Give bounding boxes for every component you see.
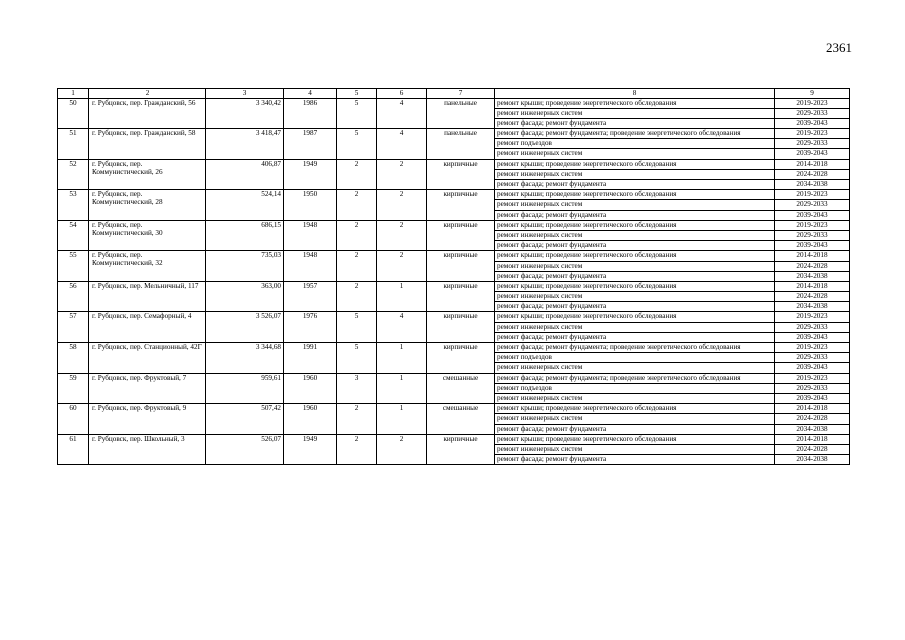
period-cell: 2039-2043	[775, 149, 850, 159]
header-cell: 4	[284, 89, 337, 99]
floors-cell: 2	[337, 190, 377, 221]
house-number-cell: 59	[58, 373, 89, 404]
work-type-cell: ремонт крыши; проведение энергетического обследования	[495, 312, 775, 322]
entrances-cell: 4	[377, 312, 427, 343]
header-cell: 2	[89, 89, 206, 99]
area-cell: 526,07	[206, 434, 284, 465]
entrances-cell: 4	[377, 98, 427, 129]
period-cell: 2024-2028	[775, 261, 850, 271]
year-cell: 1976	[284, 312, 337, 343]
period-cell: 2039-2043	[775, 118, 850, 128]
floors-cell: 2	[337, 404, 377, 435]
table-row	[58, 281, 850, 291]
period-cell: 2024-2028	[775, 444, 850, 454]
header-cell: 6	[377, 89, 427, 99]
year-cell: 1957	[284, 281, 337, 312]
period-cell: 2019-2023	[775, 220, 850, 230]
work-type-cell: ремонт крыши; проведение энергетического обследования	[495, 220, 775, 230]
table-body	[58, 98, 850, 465]
floors-cell: 2	[337, 434, 377, 465]
entrances-cell: 2	[377, 159, 427, 190]
wall-material-cell: кирпичные	[427, 312, 495, 343]
period-cell: 2034-2038	[775, 302, 850, 312]
area-cell: 3 526,07	[206, 312, 284, 343]
period-cell: 2034-2038	[775, 271, 850, 281]
area-cell: 735,03	[206, 251, 284, 282]
address-cell: г. Рубцовск, пер. Фруктовый, 9	[89, 404, 206, 435]
floors-cell: 2	[337, 159, 377, 190]
period-cell: 2039-2043	[775, 393, 850, 403]
entrances-cell: 2	[377, 220, 427, 251]
period-cell: 2019-2023	[775, 98, 850, 108]
header-row	[58, 89, 850, 99]
work-type-cell: ремонт крыши; проведение энергетического обследования	[495, 251, 775, 261]
period-cell: 2019-2023	[775, 343, 850, 353]
period-cell: 2034-2038	[775, 424, 850, 434]
period-cell: 2039-2043	[775, 241, 850, 251]
table-row	[58, 404, 850, 414]
period-cell: 2014-2018	[775, 281, 850, 291]
house-number-cell: 61	[58, 434, 89, 465]
year-cell: 1960	[284, 373, 337, 404]
entrances-cell: 2	[377, 434, 427, 465]
floors-cell: 5	[337, 312, 377, 343]
period-cell: 2019-2023	[775, 312, 850, 322]
area-cell: 3 340,42	[206, 98, 284, 129]
period-cell: 2039-2043	[775, 363, 850, 373]
period-cell: 2029-2033	[775, 353, 850, 363]
year-cell: 1949	[284, 434, 337, 465]
floors-cell: 5	[337, 129, 377, 160]
table-row	[58, 251, 850, 261]
floors-cell: 2	[337, 220, 377, 251]
address-cell: г. Рубцовск, пер. Гражданский, 58	[89, 129, 206, 160]
area-cell: 686,15	[206, 220, 284, 251]
area-cell: 363,00	[206, 281, 284, 312]
work-type-cell: ремонт подъездов	[495, 353, 775, 363]
year-cell: 1986	[284, 98, 337, 129]
header-cell: 7	[427, 89, 495, 99]
period-cell: 2029-2033	[775, 230, 850, 240]
house-number-cell: 51	[58, 129, 89, 160]
entrances-cell: 1	[377, 343, 427, 374]
floors-cell: 2	[337, 251, 377, 282]
work-type-cell: ремонт фасада; ремонт фундамента	[495, 271, 775, 281]
area-cell: 3 344,68	[206, 343, 284, 374]
house-number-cell: 60	[58, 404, 89, 435]
house-number-cell: 56	[58, 281, 89, 312]
work-type-cell: ремонт крыши; проведение энергетического обследования	[495, 190, 775, 200]
work-type-cell: ремонт инженерных систем	[495, 230, 775, 240]
period-cell: 2014-2018	[775, 251, 850, 261]
wall-material-cell: кирпичные	[427, 220, 495, 251]
entrances-cell: 4	[377, 129, 427, 160]
address-cell: г. Рубцовск, пер. Фруктовый, 7	[89, 373, 206, 404]
wall-material-cell: смешанные	[427, 404, 495, 435]
year-cell: 1987	[284, 129, 337, 160]
year-cell: 1948	[284, 220, 337, 251]
period-cell: 2034-2038	[775, 455, 850, 465]
address-cell: г. Рубцовск, пер. Гражданский, 56	[89, 98, 206, 129]
work-type-cell: ремонт инженерных систем	[495, 393, 775, 403]
header-cell: 9	[775, 89, 850, 99]
table-row	[58, 190, 850, 200]
address-cell: г. Рубцовск, пер. Коммунистический, 28	[89, 190, 206, 221]
work-type-cell: ремонт фасада; ремонт фундамента	[495, 241, 775, 251]
work-type-cell: ремонт крыши; проведение энергетического обследования	[495, 98, 775, 108]
work-type-cell: ремонт крыши; проведение энергетического обследования	[495, 434, 775, 444]
work-type-cell: ремонт инженерных систем	[495, 444, 775, 454]
table-row	[58, 98, 850, 108]
entrances-cell: 2	[377, 190, 427, 221]
period-cell: 2019-2023	[775, 373, 850, 383]
period-cell: 2024-2028	[775, 292, 850, 302]
period-cell: 2014-2018	[775, 434, 850, 444]
year-cell: 1948	[284, 251, 337, 282]
address-cell: г. Рубцовск, пер. Станционный, 42Г	[89, 343, 206, 374]
work-type-cell: ремонт фасада; ремонт фундамента	[495, 455, 775, 465]
area-cell: 3 418,47	[206, 129, 284, 160]
floors-cell: 2	[337, 281, 377, 312]
work-type-cell: ремонт фасада; ремонт фундамента	[495, 424, 775, 434]
period-cell: 2029-2033	[775, 139, 850, 149]
period-cell: 2029-2033	[775, 108, 850, 118]
year-cell: 1960	[284, 404, 337, 435]
area-cell: 959,61	[206, 373, 284, 404]
address-cell: г. Рубцовск, пер. Коммунистический, 32	[89, 251, 206, 282]
work-type-cell: ремонт инженерных систем	[495, 292, 775, 302]
address-cell: г. Рубцовск, пер. Коммунистический, 26	[89, 159, 206, 190]
work-type-cell: ремонт инженерных систем	[495, 261, 775, 271]
house-number-cell: 52	[58, 159, 89, 190]
floors-cell: 5	[337, 98, 377, 129]
table-row	[58, 434, 850, 444]
wall-material-cell: кирпичные	[427, 159, 495, 190]
work-type-cell: ремонт инженерных систем	[495, 414, 775, 424]
table-row	[58, 373, 850, 383]
work-type-cell: ремонт фасада; ремонт фундамента	[495, 210, 775, 220]
work-type-cell: ремонт инженерных систем	[495, 108, 775, 118]
year-cell: 1950	[284, 190, 337, 221]
address-cell: г. Рубцовск, пер. Коммунистический, 30	[89, 220, 206, 251]
work-type-cell: ремонт инженерных систем	[495, 322, 775, 332]
entrances-cell: 1	[377, 404, 427, 435]
work-type-cell: ремонт фасада; ремонт фундамента	[495, 118, 775, 128]
period-cell: 2039-2043	[775, 332, 850, 342]
period-cell: 2029-2033	[775, 200, 850, 210]
period-cell: 2014-2018	[775, 404, 850, 414]
address-cell: г. Рубцовск, пер. Школьный, 3	[89, 434, 206, 465]
entrances-cell: 1	[377, 281, 427, 312]
work-type-cell: ремонт инженерных систем	[495, 169, 775, 179]
wall-material-cell: кирпичные	[427, 251, 495, 282]
work-type-cell: ремонт крыши; проведение энергетического обследования	[495, 159, 775, 169]
area-cell: 507,42	[206, 404, 284, 435]
table-row	[58, 129, 850, 139]
table-row	[58, 159, 850, 169]
work-type-cell: ремонт фасада; ремонт фундамента	[495, 302, 775, 312]
house-number-cell: 55	[58, 251, 89, 282]
house-number-cell: 53	[58, 190, 89, 221]
work-type-cell: ремонт фасада; ремонт фундамента	[495, 180, 775, 190]
work-type-cell: ремонт крыши; проведение энергетического обследования	[495, 281, 775, 291]
header-cell: 1	[58, 89, 89, 99]
address-cell: г. Рубцовск, пер. Мельничный, 117	[89, 281, 206, 312]
period-cell: 2039-2043	[775, 210, 850, 220]
area-cell: 524,14	[206, 190, 284, 221]
header-cell: 3	[206, 89, 284, 99]
wall-material-cell: кирпичные	[427, 281, 495, 312]
house-number-cell: 54	[58, 220, 89, 251]
address-cell: г. Рубцовск, пер. Семафорный, 4	[89, 312, 206, 343]
wall-material-cell: кирпичные	[427, 343, 495, 374]
entrances-cell: 1	[377, 373, 427, 404]
header-cell: 8	[495, 89, 775, 99]
table-row	[58, 343, 850, 353]
entrances-cell: 2	[377, 251, 427, 282]
work-type-cell: ремонт фасада; ремонт фундамента	[495, 332, 775, 342]
period-cell: 2014-2018	[775, 159, 850, 169]
period-cell: 2034-2038	[775, 180, 850, 190]
house-number-cell: 57	[58, 312, 89, 343]
work-type-cell: ремонт фасада; ремонт фундамента; проведение энергетического обследования	[495, 129, 775, 139]
period-cell: 2019-2023	[775, 129, 850, 139]
work-type-cell: ремонт инженерных систем	[495, 149, 775, 159]
year-cell: 1949	[284, 159, 337, 190]
page-number: 2361	[826, 40, 852, 55]
period-cell: 2019-2023	[775, 190, 850, 200]
area-cell: 406,87	[206, 159, 284, 190]
wall-material-cell: панельные	[427, 98, 495, 129]
house-number-cell: 50	[58, 98, 89, 129]
wall-material-cell: кирпичные	[427, 434, 495, 465]
period-cell: 2029-2033	[775, 322, 850, 332]
wall-material-cell: смешанные	[427, 373, 495, 404]
year-cell: 1991	[284, 343, 337, 374]
header-cell: 5	[337, 89, 377, 99]
work-type-cell: ремонт крыши; проведение энергетического обследования	[495, 404, 775, 414]
period-cell: 2024-2028	[775, 169, 850, 179]
period-cell: 2029-2033	[775, 383, 850, 393]
work-type-cell: ремонт фасада; ремонт фундамента; проведение энергетического обследования	[495, 343, 775, 353]
house-number-cell: 58	[58, 343, 89, 374]
wall-material-cell: кирпичные	[427, 190, 495, 221]
period-cell: 2024-2028	[775, 414, 850, 424]
wall-material-cell: панельные	[427, 129, 495, 160]
work-type-cell: ремонт инженерных систем	[495, 363, 775, 373]
table-row	[58, 220, 850, 230]
repair-schedule-table	[57, 88, 850, 465]
work-type-cell: ремонт подъездов	[495, 383, 775, 393]
work-type-cell: ремонт фасада; ремонт фундамента; проведение энергетического обследования	[495, 373, 775, 383]
floors-cell: 5	[337, 343, 377, 374]
floors-cell: 3	[337, 373, 377, 404]
work-type-cell: ремонт подъездов	[495, 139, 775, 149]
work-type-cell: ремонт инженерных систем	[495, 200, 775, 210]
table-row	[58, 312, 850, 322]
